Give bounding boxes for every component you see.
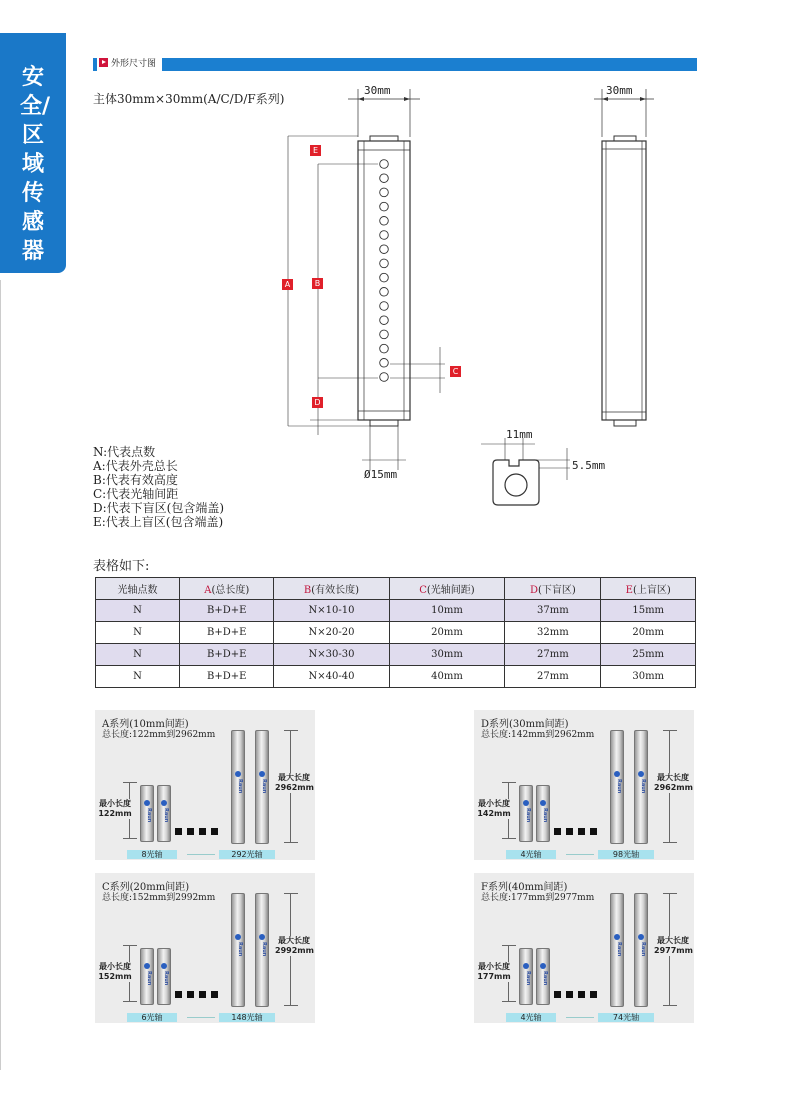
series-range: 总长度:142mm到2962mm [481,730,595,740]
table-row [96,644,696,666]
min-axes-bar: 8光轴 [127,850,177,859]
header-cell: D(下盲区) [505,578,601,600]
table-cell: B+D+E [180,600,274,622]
diameter-label: Ø15mm [364,468,398,481]
section-header-label [97,58,162,71]
ellipsis-square [199,828,206,835]
table-cell: 40mm [389,666,505,688]
min-length-value: 122mm [98,809,132,818]
marker-c: C [450,366,461,377]
small-tube: Raun [536,948,550,1005]
table-caption: 表格如下: [93,559,150,574]
lens-hole [380,302,389,311]
table-header-row [96,578,696,600]
max-length-label: 最大长度 2962mm [275,773,314,792]
legend-d: D:代表下盲区(包含端盖) [93,501,225,515]
lens-hole [380,373,389,382]
series-panel-c [95,873,315,1023]
table-row [96,666,696,688]
max-length-value: 2962mm [654,783,693,792]
table-cell: 30mm [601,666,696,688]
series-panel-f [474,873,694,1023]
table-cell: N [96,644,180,666]
ellipsis-square [566,991,573,998]
large-tube: Raun [255,730,269,844]
table-cell: 20mm [601,622,696,644]
max-length-label: 最大长度 2992mm [275,936,314,955]
table-cell: 10mm [389,600,505,622]
legend-a: A:代表外壳总长 [93,459,178,473]
body-size-label: 主体30mm×30mm(A/C/D/F系列) [93,92,285,106]
ellipsis-square [175,828,182,835]
table-cell: B+D+E [180,666,274,688]
series-range: 总长度:152mm到2992mm [102,893,216,903]
min-axes-bar: 4光轴 [506,850,556,859]
large-tube: Raun [610,730,624,844]
min-length-value: 177mm [477,972,511,981]
ellipsis-square [590,828,597,835]
lens-hole [380,160,389,169]
header-cell: B(有效长度) [274,578,389,600]
table-cell: 20mm [389,622,505,644]
marker-e: E [310,145,321,156]
series-range: 总长度:177mm到2977mm [481,893,595,903]
marker-b: B [312,278,323,289]
spec-table [95,577,696,688]
large-tube: Raun [255,893,269,1007]
cross-section-drawing [475,430,605,515]
header-cell: A(总长度) [180,578,274,600]
max-length-label: 最大长度 2962mm [654,773,693,792]
table-row [96,622,696,644]
lens-hole [380,174,389,183]
section-title: 外形尺寸图 [111,59,157,69]
ellipsis-square [566,828,573,835]
table-cell: N×40-40 [274,666,389,688]
ellipsis-square [175,991,182,998]
side-tab [0,33,66,273]
slot-width-label: 11mm [506,428,533,441]
play-icon [99,58,108,67]
table-cell: N [96,666,180,688]
marker-d: D [312,397,323,408]
large-tube: Raun [634,893,648,1007]
small-tube: Raun [157,785,171,842]
large-tube: Raun [634,730,648,844]
large-tube: Raun [610,893,624,1007]
legend-n: N:代表点数 [93,445,156,459]
min-length-label: 最小长度 142mm [477,799,511,818]
lens-hole [380,273,389,282]
table-cell: 32mm [505,622,601,644]
small-tube: Raun [536,785,550,842]
table-cell: N×10-10 [274,600,389,622]
legend [93,445,224,529]
ellipsis-square [187,991,194,998]
ellipsis-square [554,828,561,835]
table-cell: N [96,600,180,622]
lens-hole [380,330,389,339]
table-cell: N [96,622,180,644]
ellipsis-square [211,828,218,835]
max-length-value: 2977mm [654,946,693,955]
table-cell: 25mm [601,644,696,666]
ellipsis-square [578,991,585,998]
ellipsis-square [211,991,218,998]
small-tube: Raun [140,948,154,1005]
large-tube: Raun [231,893,245,1007]
ellipsis-square [187,828,194,835]
max-length-value: 2962mm [275,783,314,792]
lens-hole [380,202,389,211]
min-length-value: 142mm [477,809,511,818]
table-cell: B+D+E [180,622,274,644]
slot-depth-label: 5.5mm [572,459,606,472]
lens-hole [380,231,389,240]
ellipsis-square [578,828,585,835]
table-cell: 27mm [505,666,601,688]
page-edge-line [0,280,1,1070]
series-title: C系列(20mm间距) [102,882,190,893]
front-view-drawing [270,75,470,485]
marker-a: A [282,279,293,290]
min-length-label: 最小长度 152mm [98,962,132,981]
max-length-value: 2992mm [275,946,314,955]
front-width-label: 30mm [364,84,391,97]
lens-hole [380,188,389,197]
header-cell: E(上盲区) [601,578,696,600]
lens-hole [380,259,389,268]
min-axes-bar: 4光轴 [506,1013,556,1022]
large-tube: Raun [231,730,245,844]
small-tube: Raun [519,785,533,842]
min-length-value: 152mm [98,972,132,981]
lens-hole [380,288,389,297]
table-row [96,600,696,622]
max-axes-bar: 148光轴 [219,1013,275,1022]
header-cell: C(光轴间距) [389,578,505,600]
lens-hole [380,245,389,254]
series-title: A系列(10mm间距) [102,719,189,730]
table-cell: N×20-20 [274,622,389,644]
max-axes-bar: 292光轴 [219,850,275,859]
max-length-label: 最大长度 2977mm [654,936,693,955]
small-tube: Raun [157,948,171,1005]
table-cell: 27mm [505,644,601,666]
max-axes-bar: 74光轴 [598,1013,654,1022]
section-header [93,58,697,71]
series-panel-a [95,710,315,860]
series-title: F系列(40mm间距) [481,882,568,893]
table-cell: B+D+E [180,644,274,666]
table-cell: N×30-30 [274,644,389,666]
min-length-label: 最小长度 177mm [477,962,511,981]
min-length-label: 最小长度 122mm [98,799,132,818]
ellipsis-square [554,991,561,998]
lens-hole [380,316,389,325]
table-cell: 15mm [601,600,696,622]
series-title: D系列(30mm间距) [481,719,569,730]
table-cell: 37mm [505,600,601,622]
max-axes-bar: 98光轴 [598,850,654,859]
small-tube: Raun [519,948,533,1005]
side-tab-title: 安全/区域传感器 [20,65,51,264]
series-range: 总长度:122mm到2962mm [102,730,216,740]
side-view-drawing [590,75,660,435]
table-cell: 30mm [389,644,505,666]
small-tube: Raun [140,785,154,842]
legend-b: B:代表有效高度 [93,473,178,487]
lens-hole [380,344,389,353]
legend-c: C:代表光轴间距 [93,487,179,501]
legend-e: E:代表上盲区(包含端盖) [93,515,224,529]
header-cell: 光轴点数 [96,578,180,600]
lens-hole [380,217,389,226]
min-axes-bar: 6光轴 [127,1013,177,1022]
series-panel-d [474,710,694,860]
side-width-label: 30mm [606,84,633,97]
lens-hole [380,359,389,368]
ellipsis-square [199,991,206,998]
ellipsis-square [590,991,597,998]
